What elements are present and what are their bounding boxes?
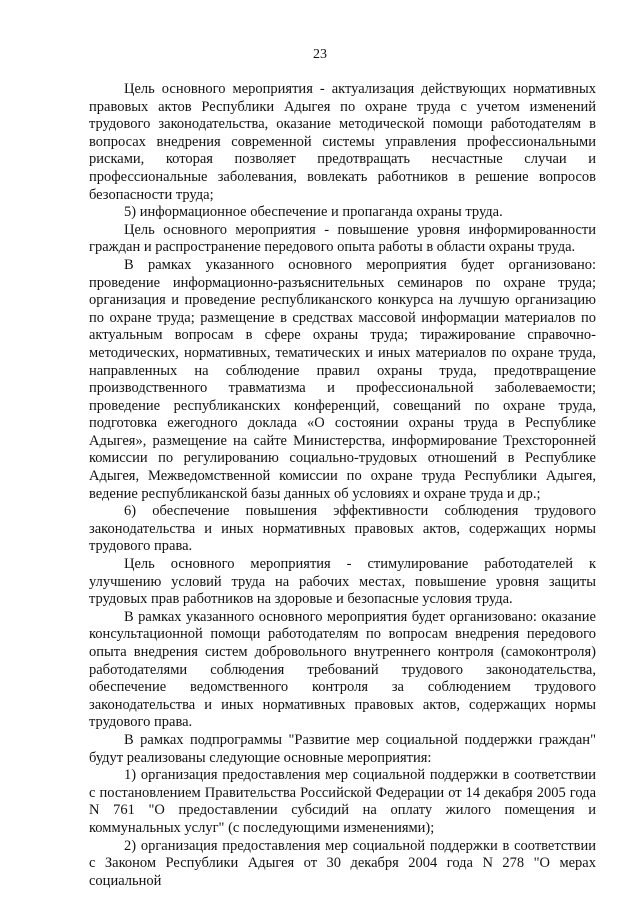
paragraph-4: В рамках указанного основного мероприятия будет организовано: проведение информационно-разъяснительных семинаров по охране труда; организация и проведение республиканского конкурса на лучшую организацию по охране труда; размещение в средствах массовой информации материалов по актуальным вопросам в сфере охраны труда; тиражирование справочно-методических, нормативных, тематических и иных материалов по охране труда, направленных на соблюдение правил охраны труда, предотвращение производственного травматизма и профессиональной заболеваемости; проведение республиканских конференций, совещаний по охране труда, подготовка ежегодного доклада «О состоянии охраны труда в Республике Адыгея», размещение на сайте Министерства, информирование Трехсторонней комиссии по регулированию социально-трудовых отношений в Республике Адыгея, Межведомственной комиссии по охране труда Республики Адыгея, ведение республиканской базы данных об условиях и охране труда и др.; xyxy=(89,256,596,502)
paragraph-3: Цель основного мероприятия - повышение уровня информированности граждан и распространение передового опыта работы в области охраны труда. xyxy=(89,221,596,256)
paragraph-7: В рамках указанного основного мероприятия будет организовано: оказание консультационной помощи работодателям по вопросам внедрения передового опыта внедрения систем добровольного внутреннего контроля (самоконтроля) работодателями соблюдения требований трудового законодательства, обеспечение ведомственного контроля за соблюдением трудового законодательства и иных нормативных правовых актов, содержащих нормы трудового права. xyxy=(89,608,596,731)
paragraph-6: Цель основного мероприятия - стимулирование работодателей к улучшению условий труда на рабочих местах, повышение уровня защиты трудовых прав работников на здоровые и безопасные условия труда. xyxy=(89,556,596,608)
paragraph-1: Цель основного мероприятия - актуализация действующих нормативных правовых актов Республики Адыгея по охране труда с учетом изменений трудового законодательства, оказание методической помощи работодателям в вопросах внедрения современной системы управления профессиональными рисками, которая позволяет предотвращать несчастные случаи и профессиональные заболевания, вовлекать работников в решение вопросов безопасности труда; xyxy=(89,81,596,203)
document-body xyxy=(89,81,596,890)
paragraph-8: В рамках подпрограммы "Развитие мер социальной поддержки граждан" будут реализованы следующие основные мероприятия: xyxy=(89,731,596,766)
paragraph-2: 5) информационное обеспечение и пропаганда охраны труда. xyxy=(124,204,503,221)
page-number: 23 xyxy=(313,47,327,62)
paragraph-5: 6) обеспечение повышения эффективности соблюдения трудового законодательства и иных нормативных правовых актов, содержащих нормы трудового права. xyxy=(89,503,596,555)
paragraph-10: 2) организация предоставления мер социальной поддержки в соответствии с Законом Республики Адыгея от 30 декабря 2004 года N 278 "О мерах социальной xyxy=(89,837,596,889)
paragraph-9: 1) организация предоставления мер социальной поддержки в соответствии с постановлением Правительства Российской Федерации от 14 декабря 2005 года N 761 "О предоставлении субсидий на оплату жилого помещения и коммунальных услуг" (с последующими изменениями); xyxy=(89,767,596,836)
